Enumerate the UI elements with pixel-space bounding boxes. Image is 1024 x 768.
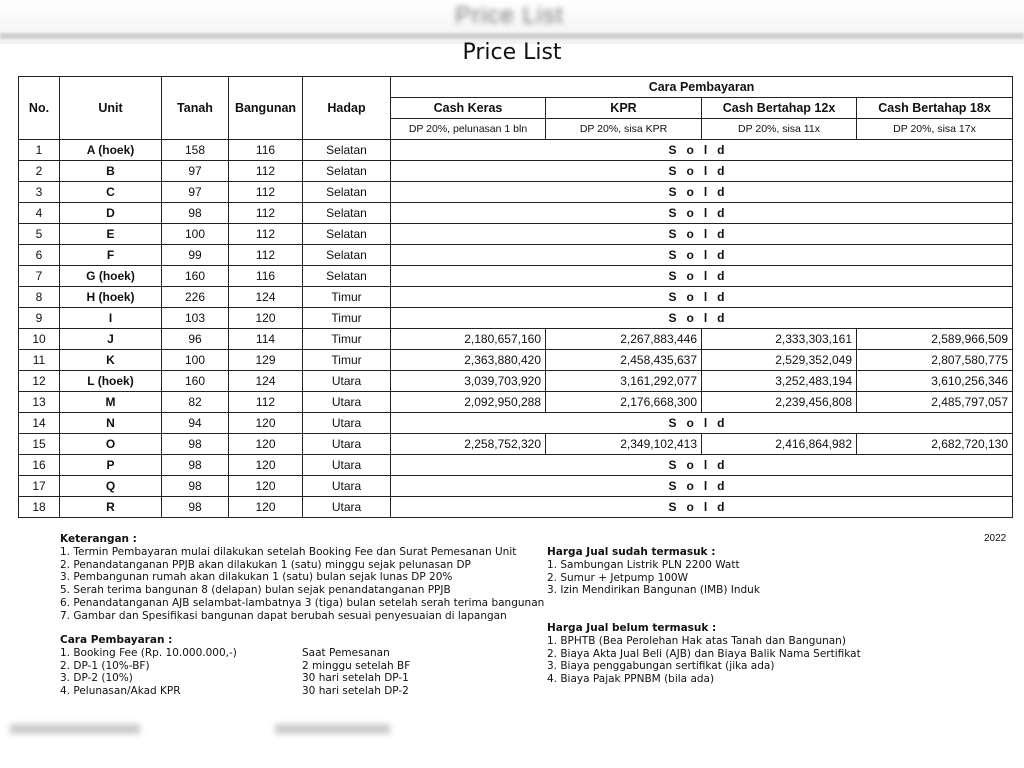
- row-bangunan: 120: [229, 497, 303, 518]
- belum-title: Harga Jual belum termasuk :: [547, 622, 717, 634]
- row-no: 10: [19, 329, 60, 350]
- belum-item: 1. BPHTB (Bea Perolehan Hak atas Tanah dan Bangunan): [547, 634, 846, 647]
- sold-label: Sold: [391, 266, 1013, 287]
- price-cell: 2,333,303,161: [702, 329, 857, 350]
- sold-label: Sold: [391, 287, 1013, 308]
- row-no: 18: [19, 497, 60, 518]
- row-tanah: 97: [162, 182, 229, 203]
- keterangan-item: 2. Penandatanganan PPJB akan dilakukan 1 (satu) minggu sejak pelunasan DP: [60, 558, 471, 571]
- sold-label: Sold: [391, 182, 1013, 203]
- row-hadap: Timur: [303, 350, 391, 371]
- sold-label: Sold: [391, 413, 1013, 434]
- table-row: [19, 413, 1013, 434]
- blurred-footer-text: [275, 724, 390, 734]
- price-cell: 2,416,864,982: [702, 434, 857, 455]
- row-no: 11: [19, 350, 60, 371]
- row-hadap: Selatan: [303, 182, 391, 203]
- row-unit: E: [60, 224, 162, 245]
- row-hadap: Utara: [303, 392, 391, 413]
- row-hadap: Utara: [303, 497, 391, 518]
- year-label: 2022: [984, 533, 1007, 544]
- row-hadap: Selatan: [303, 224, 391, 245]
- cara-pembayaran-title: Cara Pembayaran :: [60, 634, 173, 646]
- price-cell: 2,092,950,288: [391, 392, 546, 413]
- row-bangunan: 112: [229, 245, 303, 266]
- price-cell: 2,682,720,130: [857, 434, 1013, 455]
- row-no: 6: [19, 245, 60, 266]
- keterangan-item: 1. Termin Pembayaran mulai dilakukan setelah Booking Fee dan Surat Pemesanan Unit: [60, 545, 517, 558]
- price-cell: 2,349,102,413: [546, 434, 702, 455]
- price-cell: 2,239,456,808: [702, 392, 857, 413]
- row-no: 4: [19, 203, 60, 224]
- termasuk-section: [547, 546, 760, 597]
- row-tanah: 100: [162, 350, 229, 371]
- row-tanah: 98: [162, 476, 229, 497]
- row-no: 14: [19, 413, 60, 434]
- keterangan-item: 7. Gambar dan Spesifikasi bangunan dapat berubah sesuai penyesuaian di lapangan: [60, 609, 507, 622]
- price-cell: 2,176,668,300: [546, 392, 702, 413]
- sold-label: Sold: [391, 476, 1013, 497]
- row-unit: D: [60, 203, 162, 224]
- row-tanah: 160: [162, 266, 229, 287]
- termasuk-item: 1. Sambungan Listrik PLN 2200 Watt: [547, 558, 740, 571]
- price-cell: 3,252,483,194: [702, 371, 857, 392]
- keterangan-section: [60, 533, 544, 623]
- row-bangunan: 112: [229, 161, 303, 182]
- cara-item-label: 4. Pelunasan/Akad KPR: [60, 685, 181, 698]
- price-cell: 3,161,292,077: [546, 371, 702, 392]
- table-row: [19, 203, 1013, 224]
- row-bangunan: 116: [229, 140, 303, 161]
- row-tanah: 97: [162, 161, 229, 182]
- col-header-cash-keras: Cash Keras: [391, 98, 546, 119]
- price-cell: 2,258,752,320: [391, 434, 546, 455]
- cara-item: [60, 660, 410, 673]
- row-tanah: 226: [162, 287, 229, 308]
- row-bangunan: 120: [229, 434, 303, 455]
- row-no: 1: [19, 140, 60, 161]
- row-hadap: Utara: [303, 371, 391, 392]
- col-header-unit: Unit: [60, 77, 162, 140]
- price-cell: 2,180,657,160: [391, 329, 546, 350]
- price-cell: 3,039,703,920: [391, 371, 546, 392]
- col-header-kpr: KPR: [546, 98, 702, 119]
- row-bangunan: 120: [229, 476, 303, 497]
- sold-label: Sold: [391, 455, 1013, 476]
- table-row: [19, 308, 1013, 329]
- page-title: Price List: [462, 40, 562, 65]
- row-tanah: 158: [162, 140, 229, 161]
- row-bangunan: 129: [229, 350, 303, 371]
- blurred-title: Price List: [455, 2, 564, 29]
- price-cell: 2,267,883,446: [546, 329, 702, 350]
- row-unit: H (hoek): [60, 287, 162, 308]
- row-bangunan: 120: [229, 413, 303, 434]
- keterangan-title: Keterangan :: [60, 533, 137, 545]
- row-unit: A (hoek): [60, 140, 162, 161]
- cara-item-when: 30 hari setelah DP-1: [302, 672, 409, 685]
- price-cell: 2,363,880,420: [391, 350, 546, 371]
- table-row: [19, 350, 1013, 371]
- table-row: [19, 392, 1013, 413]
- row-unit: K: [60, 350, 162, 371]
- row-no: 16: [19, 455, 60, 476]
- row-no: 7: [19, 266, 60, 287]
- sold-label: Sold: [391, 161, 1013, 182]
- table-row: [19, 182, 1013, 203]
- belum-item: 3. Biaya penggabungan sertifikat (jika ada): [547, 660, 775, 673]
- row-unit: L (hoek): [60, 371, 162, 392]
- row-unit: G (hoek): [60, 266, 162, 287]
- keterangan-item: 6. Penandatanganan AJB selambat-lambatnya 3 (tiga) bulan setelah serah terima bangunan: [60, 596, 545, 609]
- row-no: 8: [19, 287, 60, 308]
- cara-item-when: 30 hari setelah DP-2: [302, 685, 409, 698]
- belum-item: 2. Biaya Akta Jual Beli (AJB) dan Biaya Balik Nama Sertifikat: [547, 647, 861, 660]
- row-hadap: Utara: [303, 476, 391, 497]
- row-tanah: 98: [162, 455, 229, 476]
- cara-item: [60, 685, 410, 698]
- row-hadap: Utara: [303, 455, 391, 476]
- row-bangunan: 124: [229, 287, 303, 308]
- table-row: [19, 371, 1013, 392]
- sold-label: Sold: [391, 224, 1013, 245]
- sold-label: Sold: [391, 308, 1013, 329]
- cara-item: [60, 672, 410, 685]
- row-unit: J: [60, 329, 162, 350]
- row-hadap: Timur: [303, 308, 391, 329]
- col-header-hadap: Hadap: [303, 77, 391, 140]
- table-row: [19, 161, 1013, 182]
- col-header-bangunan: Bangunan: [229, 77, 303, 140]
- col-header-no: No.: [19, 77, 60, 140]
- price-table-body: [19, 140, 1013, 518]
- row-bangunan: 112: [229, 392, 303, 413]
- row-tanah: 160: [162, 371, 229, 392]
- price-cell: 2,458,435,637: [546, 350, 702, 371]
- row-tanah: 98: [162, 497, 229, 518]
- row-no: 13: [19, 392, 60, 413]
- row-hadap: Utara: [303, 413, 391, 434]
- keterangan-item: 3. Pembangunan rumah akan dilakukan 1 (satu) bulan sejak lunas DP 20%: [60, 571, 453, 584]
- row-bangunan: 124: [229, 371, 303, 392]
- row-unit: Q: [60, 476, 162, 497]
- price-table: [18, 76, 1013, 518]
- row-tanah: 94: [162, 413, 229, 434]
- cara-item-when: Saat Pemesanan: [302, 646, 390, 659]
- row-hadap: Selatan: [303, 140, 391, 161]
- row-hadap: Selatan: [303, 203, 391, 224]
- row-hadap: Utara: [303, 434, 391, 455]
- cara-item-when: 2 minggu setelah BF: [302, 659, 411, 672]
- row-no: 12: [19, 371, 60, 392]
- row-hadap: Selatan: [303, 245, 391, 266]
- col-header-cash-18x: Cash Bertahap 18x: [857, 98, 1013, 119]
- row-tanah: 82: [162, 392, 229, 413]
- row-tanah: 99: [162, 245, 229, 266]
- divider: [0, 33, 1024, 39]
- blurred-footer-text: [10, 724, 140, 734]
- dp-note-cash-keras: DP 20%, pelunasan 1 bln: [391, 119, 546, 140]
- sold-label: Sold: [391, 203, 1013, 224]
- table-row: [19, 266, 1013, 287]
- cara-item-label: 2. DP-1 (10%-BF): [60, 659, 150, 672]
- row-no: 3: [19, 182, 60, 203]
- row-hadap: Selatan: [303, 161, 391, 182]
- table-row: [19, 140, 1013, 161]
- table-row: [19, 476, 1013, 497]
- row-no: 5: [19, 224, 60, 245]
- row-no: 9: [19, 308, 60, 329]
- dp-note-cash-12x: DP 20%, sisa 11x: [702, 119, 857, 140]
- price-cell: 2,589,966,509: [857, 329, 1013, 350]
- row-bangunan: 114: [229, 329, 303, 350]
- row-no: 2: [19, 161, 60, 182]
- cara-pembayaran-section: [60, 634, 410, 698]
- row-no: 17: [19, 476, 60, 497]
- table-row: [19, 329, 1013, 350]
- table-row: [19, 497, 1013, 518]
- row-bangunan: 112: [229, 203, 303, 224]
- table-row: [19, 434, 1013, 455]
- price-cell: 3,610,256,346: [857, 371, 1013, 392]
- table-row: [19, 455, 1013, 476]
- row-tanah: 103: [162, 308, 229, 329]
- table-row: [19, 224, 1013, 245]
- col-header-cash-12x: Cash Bertahap 12x: [702, 98, 857, 119]
- sold-label: Sold: [391, 140, 1013, 161]
- termasuk-item: 2. Sumur + Jetpump 100W: [547, 571, 688, 584]
- cara-item-label: 3. DP-2 (10%): [60, 672, 133, 685]
- col-header-tanah: Tanah: [162, 77, 229, 140]
- row-unit: O: [60, 434, 162, 455]
- sold-label: Sold: [391, 497, 1013, 518]
- row-unit: I: [60, 308, 162, 329]
- price-cell: 2,485,797,057: [857, 392, 1013, 413]
- row-unit: C: [60, 182, 162, 203]
- cara-item: [60, 647, 410, 660]
- col-header-cara-pembayaran: Cara Pembayaran: [391, 77, 1013, 98]
- termasuk-title: Harga Jual sudah termasuk :: [547, 546, 716, 558]
- row-hadap: Timur: [303, 287, 391, 308]
- row-tanah: 98: [162, 203, 229, 224]
- row-tanah: 96: [162, 329, 229, 350]
- row-unit: B: [60, 161, 162, 182]
- row-hadap: Timur: [303, 329, 391, 350]
- row-tanah: 98: [162, 434, 229, 455]
- belum-section: [547, 622, 861, 686]
- sold-label: Sold: [391, 245, 1013, 266]
- belum-item: 4. Biaya Pajak PPNBM (bila ada): [547, 673, 715, 686]
- keterangan-item: 5. Serah terima bangunan 8 (delapan) bulan sejak penandatanganan PPJB: [60, 584, 451, 597]
- cara-item-label: 1. Booking Fee (Rp. 10.000.000,-): [60, 646, 237, 659]
- row-tanah: 100: [162, 224, 229, 245]
- row-bangunan: 120: [229, 455, 303, 476]
- row-bangunan: 116: [229, 266, 303, 287]
- dp-note-cash-18x: DP 20%, sisa 17x: [857, 119, 1013, 140]
- dp-note-kpr: DP 20%, sisa KPR: [546, 119, 702, 140]
- row-unit: F: [60, 245, 162, 266]
- row-bangunan: 120: [229, 308, 303, 329]
- row-no: 15: [19, 434, 60, 455]
- row-unit: M: [60, 392, 162, 413]
- row-hadap: Selatan: [303, 266, 391, 287]
- table-row: [19, 287, 1013, 308]
- price-cell: 2,807,580,775: [857, 350, 1013, 371]
- table-row: [19, 245, 1013, 266]
- row-bangunan: 112: [229, 224, 303, 245]
- price-cell: 2,529,352,049: [702, 350, 857, 371]
- row-unit: N: [60, 413, 162, 434]
- termasuk-item: 3. Izin Mendirikan Bangunan (IMB) Induk: [547, 584, 760, 597]
- row-unit: R: [60, 497, 162, 518]
- row-unit: P: [60, 455, 162, 476]
- row-bangunan: 112: [229, 182, 303, 203]
